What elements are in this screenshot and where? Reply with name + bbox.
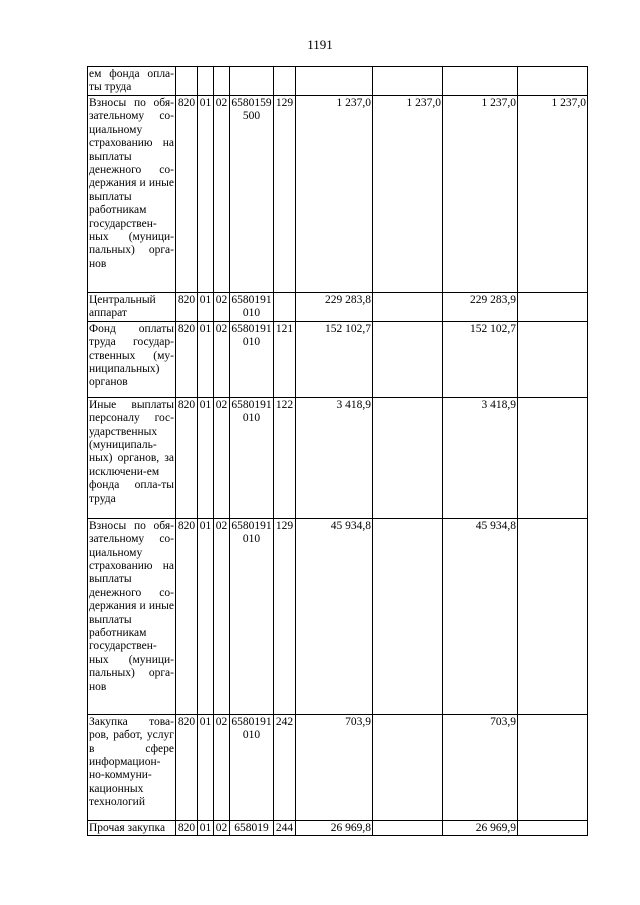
- amount-3: 3 418,9: [443, 397, 518, 518]
- row-name: Центральный аппарат: [88, 293, 176, 322]
- amount-4: [518, 518, 588, 714]
- target-article-code: 6580191010: [230, 321, 274, 397]
- amount-3: 45 934,8: [443, 518, 518, 714]
- ministry-code: 820: [176, 397, 198, 518]
- amount-3: 229 283,9: [443, 293, 518, 322]
- ministry-code: 820: [176, 518, 198, 714]
- row-name: Иные выплаты персоналу гос-ударственных (муниципаль-ных) органов, за исключени-ем фонда опла-ты труда: [88, 397, 176, 518]
- row-name: Прочая закупка: [88, 820, 176, 835]
- amount-3: 703,9: [443, 714, 518, 820]
- expense-type-code: 121: [274, 321, 296, 397]
- budget-table: [87, 66, 588, 836]
- subsection-code: 02: [214, 518, 230, 714]
- section-code: 01: [198, 96, 214, 293]
- section-code: 01: [198, 293, 214, 322]
- target-article-code: 6580191010: [230, 518, 274, 714]
- table-row: [88, 67, 588, 96]
- row-name: ем фонда опла-ты труда: [88, 67, 176, 96]
- expense-type-code: [274, 67, 296, 96]
- amount-3: [443, 67, 518, 96]
- section-code: 01: [198, 321, 214, 397]
- section-code: 01: [198, 714, 214, 820]
- amount-1: 152 102,7: [296, 321, 373, 397]
- subsection-code: 02: [214, 96, 230, 293]
- table-row: [88, 714, 588, 820]
- row-name: Фонд оплаты труда государ-ственных (му-ниципальных) органов: [88, 321, 176, 397]
- amount-4: [518, 293, 588, 322]
- amount-2: [373, 321, 443, 397]
- target-article-code: 6580191010: [230, 714, 274, 820]
- table-row: [88, 820, 588, 835]
- amount-4: [518, 321, 588, 397]
- subsection-code: 02: [214, 820, 230, 835]
- amount-3: 26 969,9: [443, 820, 518, 835]
- ministry-code: 820: [176, 321, 198, 397]
- ministry-code: [176, 67, 198, 96]
- amount-2: [373, 397, 443, 518]
- expense-type-code: 122: [274, 397, 296, 518]
- table-row: [88, 397, 588, 518]
- amount-1: 1 237,0: [296, 96, 373, 293]
- expense-type-code: 242: [274, 714, 296, 820]
- subsection-code: 02: [214, 397, 230, 518]
- amount-1: 26 969,8: [296, 820, 373, 835]
- amount-4: [518, 820, 588, 835]
- amount-1: 45 934,8: [296, 518, 373, 714]
- amount-2: [373, 518, 443, 714]
- ministry-code: 820: [176, 96, 198, 293]
- ministry-code: 820: [176, 714, 198, 820]
- expense-type-code: 129: [274, 96, 296, 293]
- expense-type-code: [274, 293, 296, 322]
- subsection-code: 02: [214, 293, 230, 322]
- table-row: [88, 321, 588, 397]
- amount-2: [373, 820, 443, 835]
- section-code: 01: [198, 518, 214, 714]
- page-number: 1191: [307, 37, 333, 52]
- amount-1: [296, 67, 373, 96]
- amount-2: [373, 67, 443, 96]
- table-row: [88, 96, 588, 293]
- amount-1: 229 283,8: [296, 293, 373, 322]
- amount-4: 1 237,0: [518, 96, 588, 293]
- subsection-code: 02: [214, 321, 230, 397]
- row-name: Взносы по обя-зательному со-циальному страхованию на выплаты денежного со-держания и иные выплаты работникам государствен-ных (муници-пальных) орга-нов: [88, 96, 176, 293]
- amount-4: [518, 397, 588, 518]
- row-name: Взносы по обя-зательному со-циальному страхованию на выплаты денежного со-держания и иные выплаты работникам государствен-ных (муници-пальных) орга-нов: [88, 518, 176, 714]
- amount-3: 152 102,7: [443, 321, 518, 397]
- section-code: 01: [198, 397, 214, 518]
- expense-type-code: 244: [274, 820, 296, 835]
- amount-2: [373, 714, 443, 820]
- amount-4: [518, 67, 588, 96]
- subsection-code: 02: [214, 714, 230, 820]
- amount-1: 703,9: [296, 714, 373, 820]
- table-row: [88, 293, 588, 322]
- target-article-code: 6580191010: [231, 294, 272, 320]
- amount-1: 3 418,9: [296, 397, 373, 518]
- target-article-code: 658019: [230, 820, 274, 835]
- section-code: 01: [198, 820, 214, 835]
- amount-2: 1 237,0: [373, 96, 443, 293]
- target-article-code: 6580191010: [230, 397, 274, 518]
- amount-3: 1 237,0: [443, 96, 518, 293]
- target-article-code: [230, 67, 274, 96]
- target-article-code: 6580159500: [230, 96, 274, 293]
- amount-4: [518, 714, 588, 820]
- section-code: [198, 67, 214, 96]
- expense-type-code: 129: [274, 518, 296, 714]
- row-name: Закупка това-ров, работ, услуг в сфере информацион-но-коммуни-кационных технологий: [88, 714, 176, 820]
- ministry-code: 820: [176, 820, 198, 835]
- table-row: [88, 518, 588, 714]
- subsection-code: [214, 67, 230, 96]
- amount-2: [373, 293, 443, 322]
- ministry-code: 820: [176, 293, 198, 322]
